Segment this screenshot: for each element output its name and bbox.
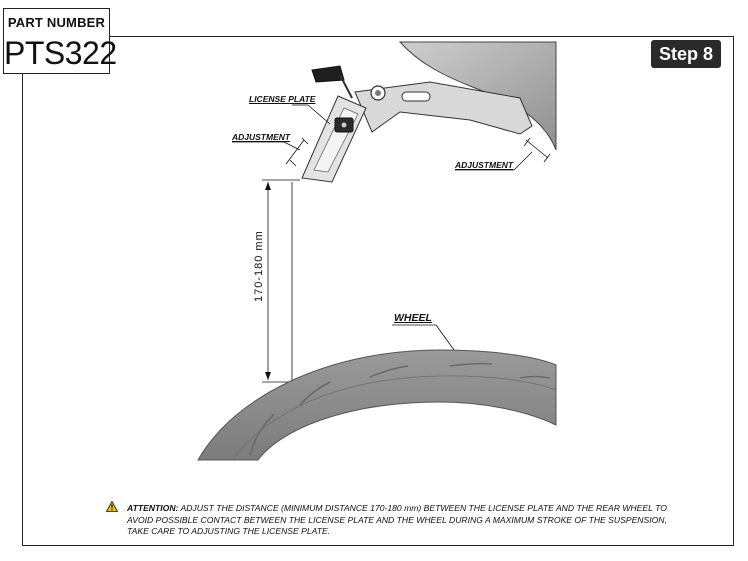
adjustment-callout-right: ADJUSTMENT [455, 160, 514, 170]
turn-signal [312, 66, 344, 82]
dimension-label: 170-180 mm [253, 230, 265, 302]
license-plate-callout: LICENSE PLATE [249, 94, 316, 104]
bracket-slot [402, 92, 430, 101]
part-number-value: PTS322 [4, 35, 117, 71]
adjustment-callout-left: ADJUSTMENT [232, 132, 291, 142]
warning-triangle-icon [106, 501, 118, 512]
step-badge: Step 8 [651, 40, 721, 68]
attention-note [127, 503, 687, 538]
rear-wheel-tire [198, 350, 556, 460]
attention-body: ADJUST THE DISTANCE (MINIMUM DISTANCE 170-180 mm) BETWEEN THE LICENSE PLATE AND THE REAR WHEEL TO AVOID POSSIBLE CONTACT BETWEEN THE LICENSE PLATE AND THE WHEEL DURING A MAXIMUM STROKE OF THE SUSPENSION, TAKE CARE TO ADJUSTING THE LICENSE PLATE. [127, 503, 667, 536]
part-number-label: PART NUMBER [7, 15, 106, 30]
attention-heading: ATTENTION: [127, 503, 179, 513]
part-number-box [3, 8, 117, 74]
wheel-callout: WHEEL [394, 312, 432, 324]
